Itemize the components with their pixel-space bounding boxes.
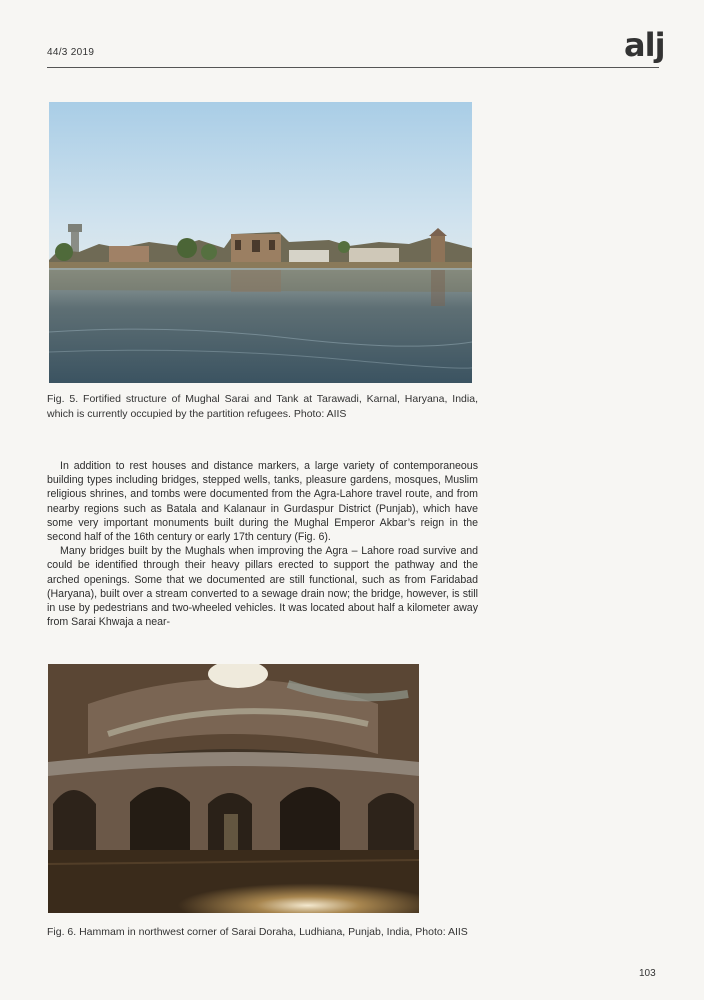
page-number: 103 <box>639 968 656 979</box>
figure-5-caption: Fig. 5. Fortified structure of Mughal Sarai and Tank at Tarawadi, Karnal, Haryana, India, which is currently occupied by the partition refugees. Photo: AIIS <box>47 393 478 420</box>
body-paragraph: In addition to rest houses and distance markers, a large variety of contemporaneous building types including bridges, stepped wells, tanks, pleasure gardens, mosques, Muslim religious shrines, and tombs were documented from the Agra-Lahore travel route, and from nearby regions such as Batala and Kalanaur in Gurdaspur District (Punjab), which have some very important monuments built during the Mughal Emperor Akbar’s reign in the second half of the 16th century or early 17th century (Fig. 6). <box>47 460 478 544</box>
article-body <box>47 459 478 629</box>
issue-label: 44/3 2019 <box>47 47 95 58</box>
header-rule <box>47 67 659 68</box>
journal-logo: alj <box>624 26 665 64</box>
figure-6-caption: Fig. 6. Hammam in northwest corner of Sarai Doraha, Ludhiana, Punjab, India, Photo: AIIS <box>47 926 468 938</box>
body-paragraph: Many bridges built by the Mughals when improving the Agra – Lahore road survive and could be identified through their heavy pillars erected to support the pathway and the arched openings. Some that we documented are still functional, such as from Faridabad (Haryana), built over a stream converted to a sewage drain now; the bridge, however, is still in use by pedestrians and two-wheeled vehicles. It was located about half a kilometer away from Sarai Khwaja a near- <box>47 545 478 629</box>
figure-5-photo <box>49 102 472 383</box>
figure-6-photo <box>48 664 419 913</box>
